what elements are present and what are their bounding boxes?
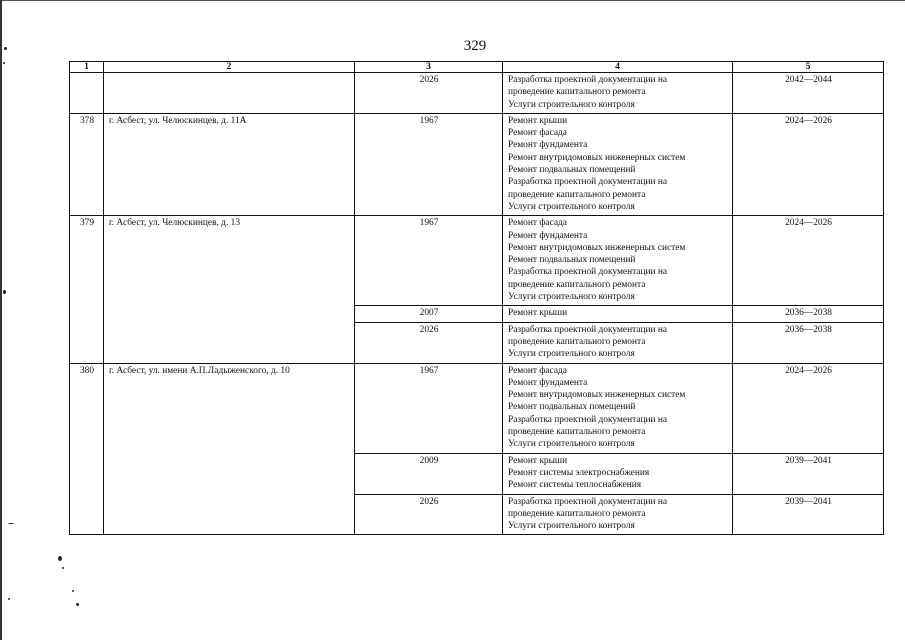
object-number-cell xyxy=(70,73,104,114)
work-item: Ремонт крыши xyxy=(508,115,568,126)
work-item: Ремонт внутридомовых инженерных систем xyxy=(508,242,686,253)
table-row xyxy=(70,73,884,114)
work-item: Ремонт фасада xyxy=(508,128,567,139)
period-cell: 2024—2026 xyxy=(733,216,884,306)
scan-speck xyxy=(58,556,62,561)
address-cell: г. Асбест, ул. Челюскинцев, д. 11А xyxy=(104,113,355,215)
work-item: проведение капитального ремонта xyxy=(508,189,646,200)
scan-speck xyxy=(8,598,10,600)
period-cell: 2024—2026 xyxy=(733,363,884,453)
registry-table xyxy=(69,61,884,535)
header-row xyxy=(70,62,884,73)
works-cell xyxy=(503,216,733,306)
address-cell xyxy=(104,73,355,114)
scan-speck xyxy=(3,290,6,294)
column-header-2: 2 xyxy=(104,62,355,73)
address-cell: г. Асбест, ул. Челюскинцев, д. 13 xyxy=(104,216,355,363)
work-item: Услуги строительного контроля xyxy=(508,99,635,110)
table-row xyxy=(70,363,884,453)
work-item: Ремонт фундамента xyxy=(508,230,588,241)
work-item: Ремонт фасада xyxy=(508,365,567,376)
year-cell: 2026 xyxy=(355,73,503,114)
work-item: Ремонт системы теплоснабжения xyxy=(508,480,642,491)
period-cell: 2039—2041 xyxy=(733,494,884,535)
work-item: Ремонт подвальных помещений xyxy=(508,255,636,266)
scan-speck xyxy=(62,567,64,569)
table-row xyxy=(70,113,884,215)
object-number-cell: 378 xyxy=(70,113,104,215)
year-cell: 1967 xyxy=(355,363,503,453)
scan-speck xyxy=(76,603,79,606)
object-number-cell: 380 xyxy=(70,363,104,535)
column-header-3: 3 xyxy=(355,62,503,73)
scan-speck xyxy=(72,590,74,592)
work-item: Ремонт фундамента xyxy=(508,140,588,151)
work-item: Услуги строительного контроля xyxy=(508,439,635,450)
object-number-cell: 379 xyxy=(70,216,104,363)
work-item: Ремонт системы электроснабжения xyxy=(508,467,650,478)
works-cell xyxy=(503,453,733,494)
work-item: Разработка проектной документации на xyxy=(508,267,668,278)
year-cell: 2009 xyxy=(355,453,503,494)
table-row xyxy=(70,216,884,306)
work-item: Ремонт подвальных помещений xyxy=(508,165,636,176)
work-item: Разработка проектной документации на xyxy=(508,177,668,188)
work-item: Ремонт крыши xyxy=(508,455,568,466)
work-item: Разработка проектной документации на xyxy=(508,75,668,85)
column-header-4: 4 xyxy=(503,62,733,73)
year-cell: 2026 xyxy=(355,322,503,363)
works-cell xyxy=(503,306,733,322)
period-cell: 2042—2044 xyxy=(733,73,884,114)
scan-speck xyxy=(4,47,7,50)
scan-speck xyxy=(3,62,5,64)
period-cell: 2039—2041 xyxy=(733,453,884,494)
work-item: проведение капитального ремонта xyxy=(508,427,646,438)
period-cell: 2024—2026 xyxy=(733,113,884,215)
work-item: проведение капитального ремонта xyxy=(508,508,646,519)
work-item: Услуги строительного контроля xyxy=(508,521,635,532)
work-item: Ремонт подвальных помещений xyxy=(508,402,636,413)
scan-speck xyxy=(8,523,14,524)
work-item: Услуги строительного контроля xyxy=(508,201,635,212)
address-cell: г. Асбест, ул. имени А.П.Ладыженского, д. 10 xyxy=(104,363,355,535)
year-cell: 2007 xyxy=(355,306,503,322)
work-item: Услуги строительного контроля xyxy=(508,349,635,360)
work-item: Ремонт фасада xyxy=(508,218,567,229)
work-item: Ремонт крыши xyxy=(508,308,568,319)
year-cell: 2026 xyxy=(355,494,503,535)
scan-edge-left xyxy=(0,0,2,640)
work-item: проведение капитального ремонта xyxy=(508,279,646,290)
work-item: Ремонт внутридомовых инженерных систем xyxy=(508,152,686,163)
work-item: Разработка проектной документации на xyxy=(508,414,668,425)
works-cell xyxy=(503,494,733,535)
scan-edge-top xyxy=(0,0,905,1)
work-item: Разработка проектной документации на xyxy=(508,324,668,335)
period-cell: 2036—2038 xyxy=(733,322,884,363)
work-item: проведение капитального ремонта xyxy=(508,87,646,98)
works-cell xyxy=(503,363,733,453)
period-cell: 2036—2038 xyxy=(733,306,884,322)
works-cell xyxy=(503,322,733,363)
work-item: проведение капитального ремонта xyxy=(508,336,646,347)
page-number: 329 xyxy=(463,38,487,54)
work-item: Ремонт фундамента xyxy=(508,377,588,388)
works-cell xyxy=(503,73,733,114)
works-cell xyxy=(503,113,733,215)
year-cell: 1967 xyxy=(355,216,503,306)
work-item: Ремонт внутридомовых инженерных систем xyxy=(508,390,686,401)
column-header-5: 5 xyxy=(733,62,884,73)
registry-body xyxy=(70,73,884,535)
work-item: Разработка проектной документации на xyxy=(508,496,668,507)
work-item: Услуги строительного контроля xyxy=(508,292,635,303)
column-header-1: 1 xyxy=(70,62,104,73)
year-cell: 1967 xyxy=(355,113,503,215)
